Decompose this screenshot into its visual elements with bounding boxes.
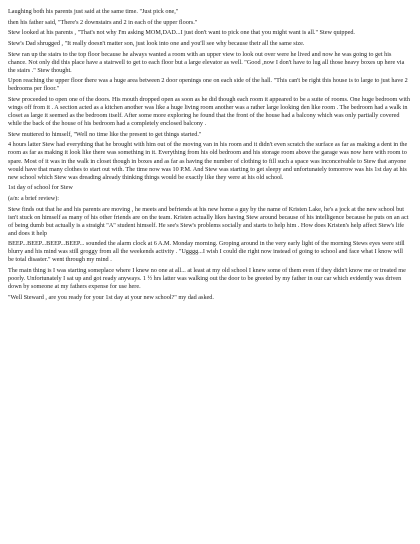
story-paragraph: The main thing is I was starting someplace where I knew no one at all... at least at my old school I knew some of them even if they didn't know me or treated me poorly. Unfortunately I sat up and got ready anyways. 1 ½ hrs latter was walking out the door to be greeted by my father in our car which evidently was driven down by someone at my fathers expense for use here. — [8, 267, 408, 291]
story-paragraph: Stew finds out that he and his parents are moving , he meets and befriends at his new home a guy by the name of Kristen Lake, he's a jock at the new school but isn't stuck on himself as many of his other friends are on the team. Kristen actually likes having Stew around because of his intelligence because he puts on an act of being dumb but actually is a straight "A" student himself. He see's Stew's problems socially and starts to help him . How does Kristen's help affect Stew's life and does it help — [8, 205, 410, 237]
story-paragraph: Stew ran up the stairs to the top floor because he always wanted a room with an upper view to look out over were he lived and now he was going to get his chance. Not only did this place have a stairwell to get to each floor but a large elevator as well. "Good ,now I don't have to lug all those heavy boxes up here via the stairs ." Stew thought. — [8, 50, 406, 74]
story-paragraph: Upon reaching the upper floor there was a huge area between 2 door openings one on each side of the hall. "This can't be right this house is to large to just have 2 bedrooms per floor." — [8, 77, 410, 93]
story-paragraph: BEEP...BEEP...BEEP...BEEP... sounded the alarm clock at 6 A.M. Monday morning. Groping around in the very early light of the morning Stews eyes were still blurry and his mind was still groggy from all the weekends activity . "Ugggg...I wish I could die right now instead of going to school and face what I know will be total disaster." went through my mind . — [8, 240, 407, 264]
story-paragraph: "Well Steward , are you ready for your 1st day at your new school?" my dad asked. — [8, 293, 214, 301]
story-paragraph: then his father said, "There's 2 downstairs and 2 in each of the upper floors." — [8, 18, 198, 26]
story-paragraph: 4 hours latter Stew had everything that he brought with him out of the moving van in his room and it didn't even scratch the surface as far as making a dent in the room as far as making it look like there was something in it. Everything from his old bedroom and his storage room above the garage was now here with room to spare. Most of it was in the walk in closet though in boxes and as far as having the number of clothing to fill such a space was inconceivable to Stew that anyone would have that many clothes to start out with. The time now was 10 P.M. And Stew was starting to get sleepy and unfortunately tomorrow was his 1st day at his new school which Stew was dreading already thinking things would be exactly like they were at his old school. — [8, 141, 409, 181]
chapter-heading: 1st day of school for Stew — [8, 184, 73, 192]
story-paragraph: Stew muttered to himself, "Well no time like the present to get things started." — [8, 130, 202, 138]
story-paragraph: Stew proceeded to open one of the doors. His mouth dropped open as soon as he did though each room it appeared to be a suite of rooms. One huge bedroom with wings off from it . A section acted as a kitchen another was like a huge living room another was a rather large looking den like room . The bedroom had a walk in closet as large it seemed as the bedroom itself. After some more exploring he found that the front of the house had a balcony which was only partially covered while the back of the house of his bedroom had a completely enclosed balcony . — [8, 95, 412, 128]
author-note-heading: (a/n: a brief review): — [8, 194, 60, 202]
story-paragraph: Laughing both his parents just said at the same time. "Just pick one," — [8, 8, 179, 15]
story-paragraph: Stew's Dad shrugged , "It really doesn't matter son, just look into one and you'll see why because their all the same size. — [8, 39, 305, 47]
story-paragraph: Stew looked at his parents , "That's not why I'm asking MOM,DAD...I just don't want to pick one that you might want is all." Stew quipped. — [8, 29, 355, 37]
